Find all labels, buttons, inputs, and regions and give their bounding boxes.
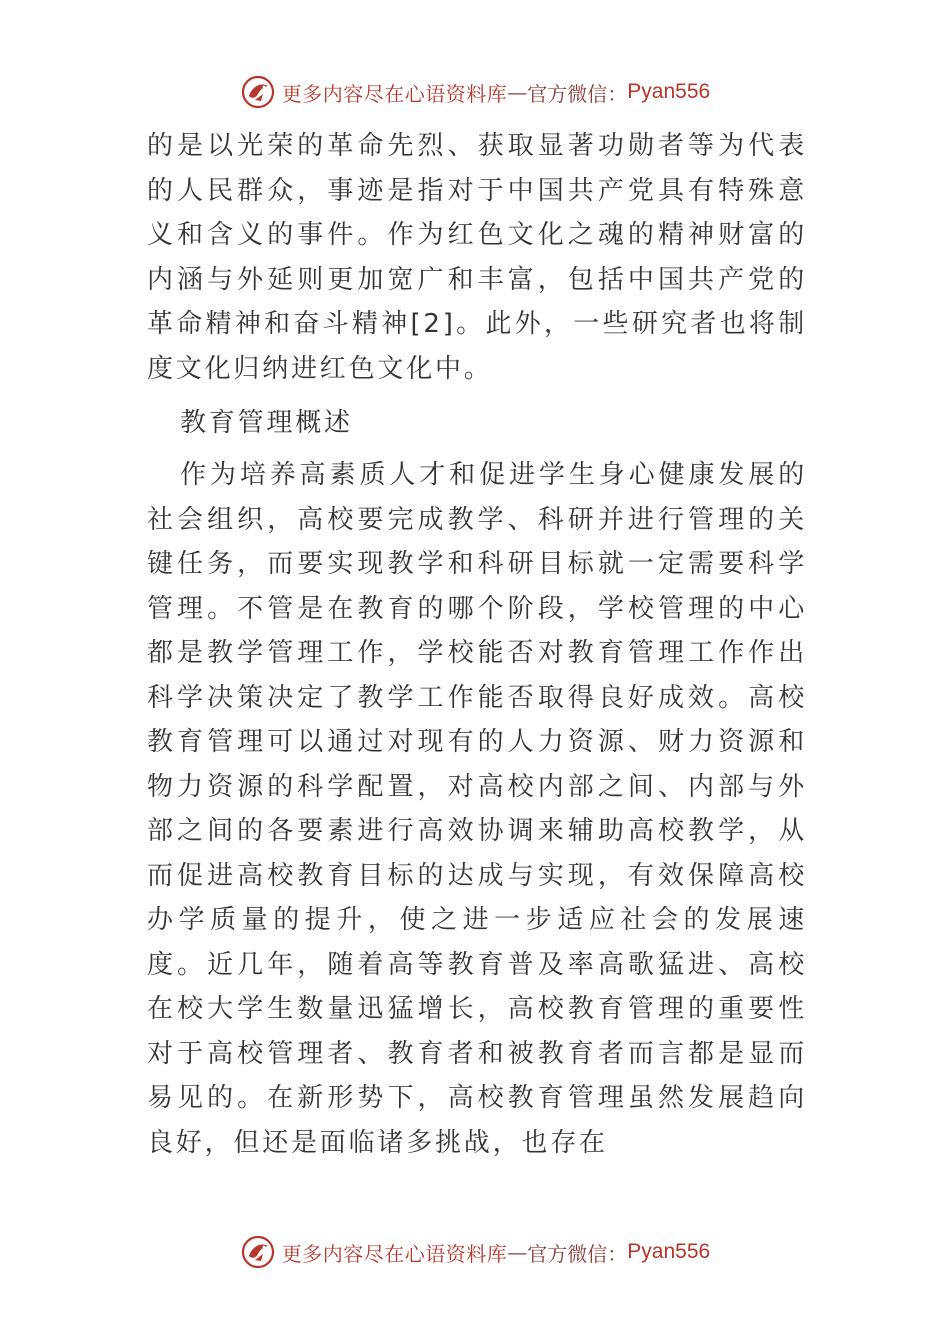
separator: — xyxy=(507,1240,528,1264)
wechat-id: Pyan556 xyxy=(627,80,711,103)
section-heading: 教育管理概述 xyxy=(180,408,353,438)
wechat-id: Pyan556 xyxy=(627,1240,711,1263)
paragraph-education-management: 作为培养高素质人才和促进学生身心健康发展的社会组织，高校要完成教学、科研并进行管理的关键任务，而要实现教学和科研目标就一定需要科学管理。不管是在教育的哪个阶段，学校管理的中心都是教学管理工作，学校能否对教育管理工作作出科学决策决定了教学工作能否取得良好成效。高校教育管理可以通过对现有的人力资源、财力资源和物力资源的科学配置，对高校内部之间、内部与外部之间的各要素进行高效协调来辅助高校教学，从而促进高校教育目标的达成与实现，有效保障高校办学质量的提升，使之进一步适应社会的发展速度。近几年，随着高等教育普及率高歌猛进、高校在校大学生数量迅猛增长，高校教育管理的重要性对于高校管理者、教育者和被教育者而言都是显而易见的。在新形势下，高校教育管理虽然发展趋向良好，但还是面临诸多挑战，也存在 xyxy=(147,460,807,1158)
red-bird-logo-icon xyxy=(240,74,276,110)
document-body xyxy=(147,124,807,1165)
red-bird-logo-icon xyxy=(240,1234,276,1270)
brand-text: 更多内容尽在心语资料库 xyxy=(281,1241,508,1266)
separator: — xyxy=(507,80,528,104)
brand-text: 更多内容尽在心语资料库 xyxy=(281,81,508,106)
wechat-label: 官方微信： xyxy=(527,1241,628,1266)
header-banner xyxy=(0,72,950,112)
wechat-label: 官方微信： xyxy=(527,81,628,106)
footer-banner xyxy=(0,1232,950,1272)
paragraph-red-culture: 的是以光荣的革命先烈、获取显著功勋者等为代表的人民群众，事迹是指对于中国共产党具有特殊意义和含义的事件。作为红色文化之魂的精神财富的内涵与外延则更加宽广和丰富，包括中国共产党的革命精神和奋斗精神[2]。此外，一些研究者也将制度文化归纳进红色文化中。 xyxy=(147,131,807,384)
